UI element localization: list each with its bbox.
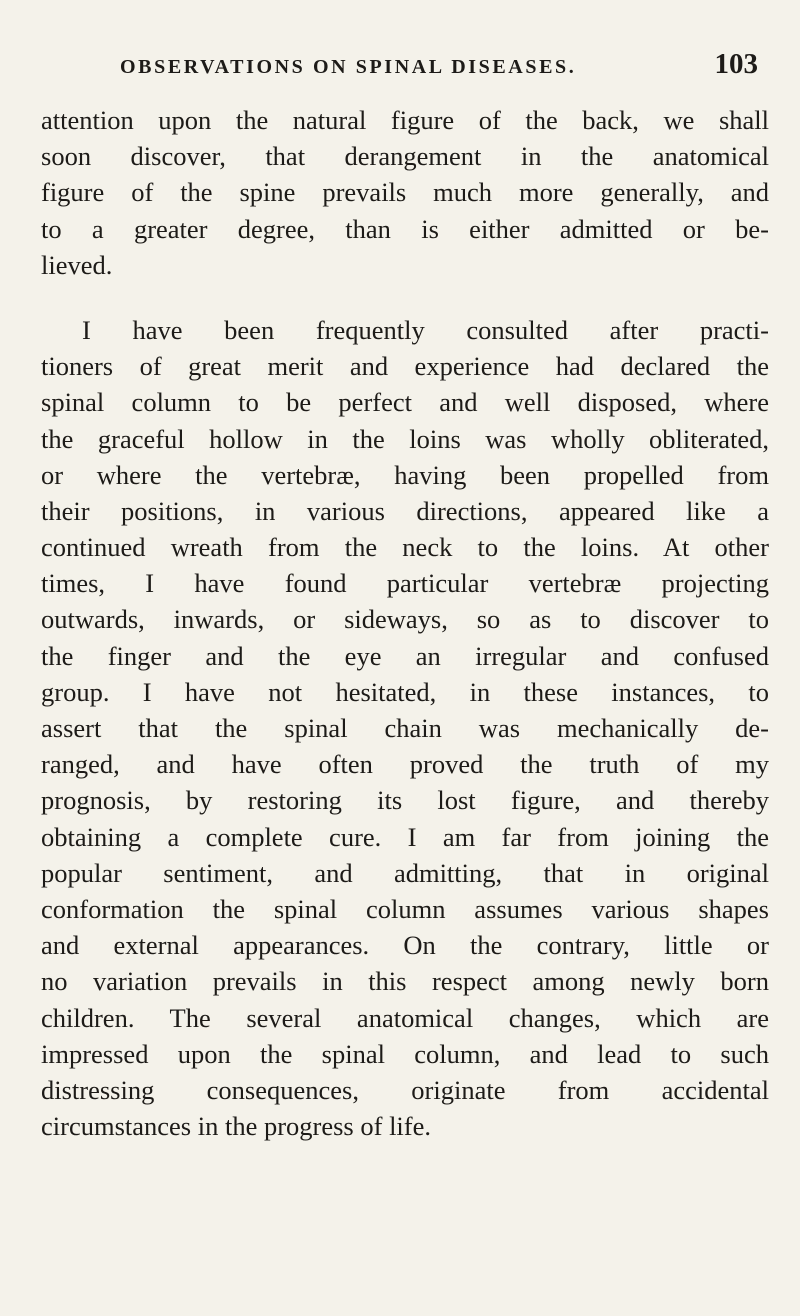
text-line: distressing consequences, originate from accidental	[41, 1074, 769, 1105]
text-line: no variation prevails in this respect among newly born	[41, 966, 769, 997]
text-line: continued wreath from the neck to the loins. At other	[41, 532, 769, 563]
text-line: soon discover, that derangement in the anatomical	[41, 141, 769, 172]
text-line: conformation the spinal column assumes various shapes	[41, 893, 769, 924]
paragraph-gap	[41, 283, 769, 312]
paragraph-1	[41, 102, 769, 283]
text-line: circumstances in the progress of life.	[41, 1111, 432, 1142]
text-line: group. I have not hesitated, in these instances, to	[41, 676, 769, 707]
text-line: outwards, inwards, or sideways, so as to discover to	[41, 604, 769, 635]
body-text	[41, 102, 769, 1144]
paragraph-2	[41, 312, 769, 1144]
text-line: the finger and the eye an irregular and confused	[41, 640, 769, 671]
text-line: I have been frequently consulted after practi-	[82, 314, 769, 345]
text-line: attention upon the natural figure of the back, we shall	[41, 105, 769, 135]
page-number: 103	[714, 48, 758, 80]
running-title: OBSERVATIONS ON SPINAL DISEASES.	[120, 56, 577, 78]
text-line: popular sentiment, and admitting, that in original	[41, 857, 769, 888]
text-line: times, I have found particular vertebræ projecting	[41, 568, 769, 599]
text-line: to a greater degree, than is either admitted or be-	[41, 213, 769, 244]
text-line: prognosis, by restoring its lost figure, and thereby	[41, 785, 769, 816]
text-line: their positions, in various directions, appeared like a	[41, 495, 769, 526]
text-line: figure of the spine prevails much more generally, and	[41, 177, 769, 208]
text-line: assert that the spinal chain was mechanically de-	[41, 713, 769, 743]
text-line: ranged, and have often proved the truth of my	[41, 749, 769, 780]
text-line: the graceful hollow in the loins was wholly obliterated,	[41, 423, 769, 454]
text-line: and external appearances. On the contrary, little or	[41, 930, 769, 961]
text-line: children. The several anatomical changes, which are	[41, 1002, 769, 1033]
text-line: lieved.	[41, 249, 113, 280]
text-line: impressed upon the spinal column, and lead to such	[41, 1038, 769, 1069]
text-line: tioners of great merit and experience had declared the	[41, 351, 769, 382]
text-line: spinal column to be perfect and well disposed, where	[41, 387, 769, 418]
text-line: or where the vertebræ, having been propelled from	[41, 459, 769, 490]
running-head	[120, 44, 758, 84]
text-line: obtaining a complete cure. I am far from joining the	[41, 821, 769, 852]
